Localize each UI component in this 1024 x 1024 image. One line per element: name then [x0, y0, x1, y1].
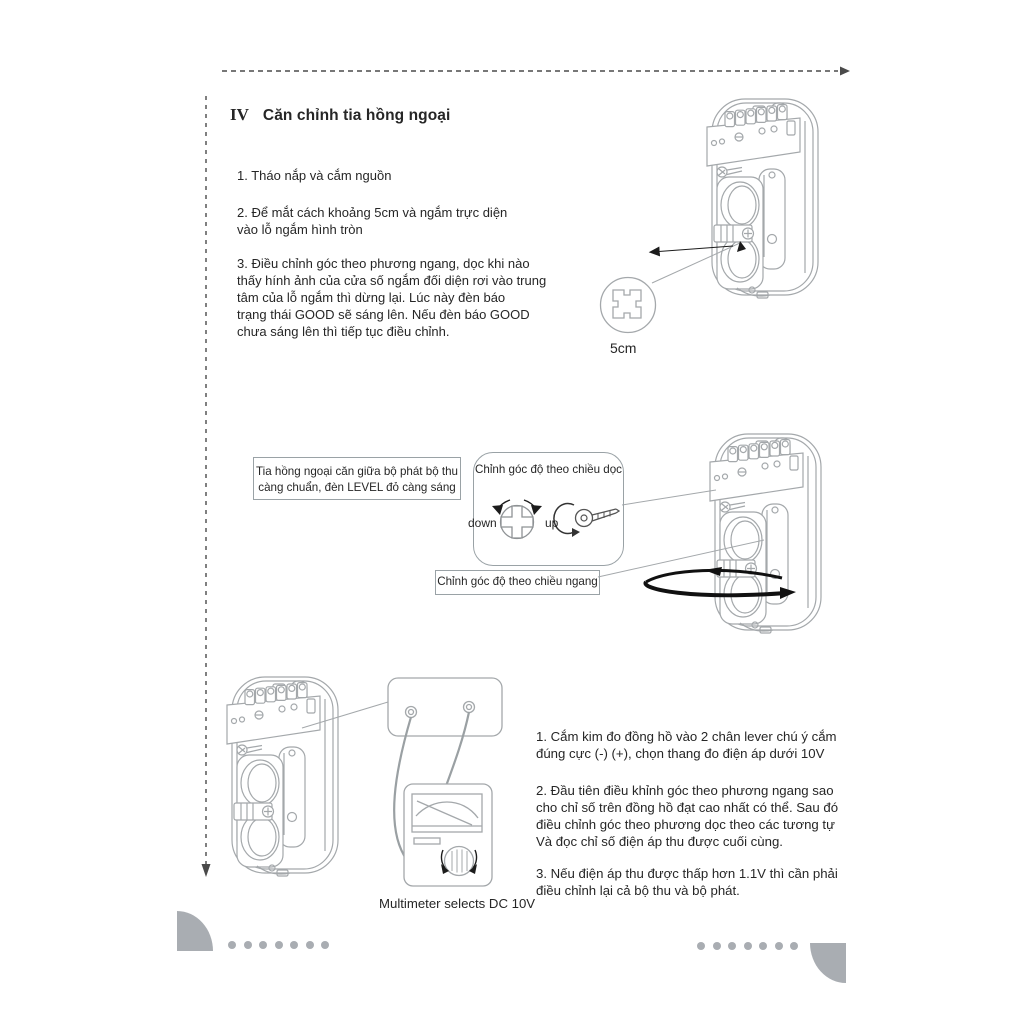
step-text: tâm của lỗ ngắm thì dừng lại. Lúc này đèn báo: [237, 290, 506, 305]
page-title: Căn chỉnh tia hồng ngoại: [262, 107, 451, 124]
meter-step-3: [536, 865, 871, 899]
dot-row-left: [228, 941, 329, 949]
vertical-adjust-title: Chỉnh góc độ theo chiều dọc: [475, 463, 622, 476]
step-text: điều chỉnh lại cả bộ thu và bộ phát.: [536, 883, 740, 898]
step-text: vào lỗ ngắm hình tròn: [237, 222, 363, 237]
step-text: cho chỉ số trên đồng hồ đạt cao nhất có thể. Sau đó: [536, 800, 839, 815]
note-text: càng chuẩn, đèn LEVEL đỏ càng sáng: [258, 480, 456, 494]
step-text: chưa sáng lên thì tiếp tục điều chỉnh.: [237, 324, 450, 339]
note-text: Tia hồng ngoại căn giữa bộ phát bộ thu: [255, 465, 458, 478]
step-3: [237, 255, 582, 340]
sensor-device-top: [707, 99, 818, 298]
step-text: đúng cực (-) (+), chọn thang đo điện áp dưới 10V: [536, 746, 825, 761]
step-1: [237, 167, 582, 184]
dot-row-right: [697, 942, 798, 950]
section-heading: [230, 105, 450, 125]
distance-label: 5cm: [610, 340, 637, 356]
section-number: IV: [230, 105, 249, 124]
step-text: 1. Cắm kim đo đồng hồ vào 2 chân lever chú ý cắm: [536, 729, 837, 744]
step-text: 2. Đầu tiên điều khỉnh góc theo phương ngang sao: [536, 783, 834, 798]
step-text: 2. Để mắt cách khoảng 5cm và ngắm trực diện: [237, 205, 508, 220]
up-label: up: [545, 516, 559, 530]
sensor-device-middle: [710, 434, 821, 633]
step-text: điều chỉnh góc theo phương dọc theo các tương tự: [536, 817, 835, 832]
step-text: trạng thái GOOD sẽ sáng lên. Nếu đèn báo GOOD: [237, 307, 530, 322]
sensor-device-bottom: [227, 677, 338, 876]
horizontal-adjust-box: Chỉnh góc độ theo chiều ngang: [435, 570, 600, 595]
step-text: 1. Tháo nắp và cắm nguồn: [237, 168, 392, 183]
step-text: 3. Điều chỉnh góc theo phương ngang, dọc khi nào: [237, 256, 530, 271]
step-text: thấy hính ảnh của cửa số ngắm đối diện rơi vào trung: [237, 273, 547, 288]
step-text: 3. Nếu điện áp thu được thấp hơn 1.1V thì cần phải: [536, 866, 838, 881]
step-text: Và đọc chỉ số điện áp thu được cuối cùng.: [536, 834, 783, 849]
step-2: [237, 204, 582, 238]
meter-step-2: [536, 782, 871, 850]
vertical-adjust-box: [473, 452, 624, 566]
meter-step-1: [536, 728, 871, 762]
multimeter-caption: Multimeter selects DC 10V: [379, 896, 536, 911]
level-note-box: [253, 457, 461, 500]
down-label: down: [468, 516, 497, 530]
